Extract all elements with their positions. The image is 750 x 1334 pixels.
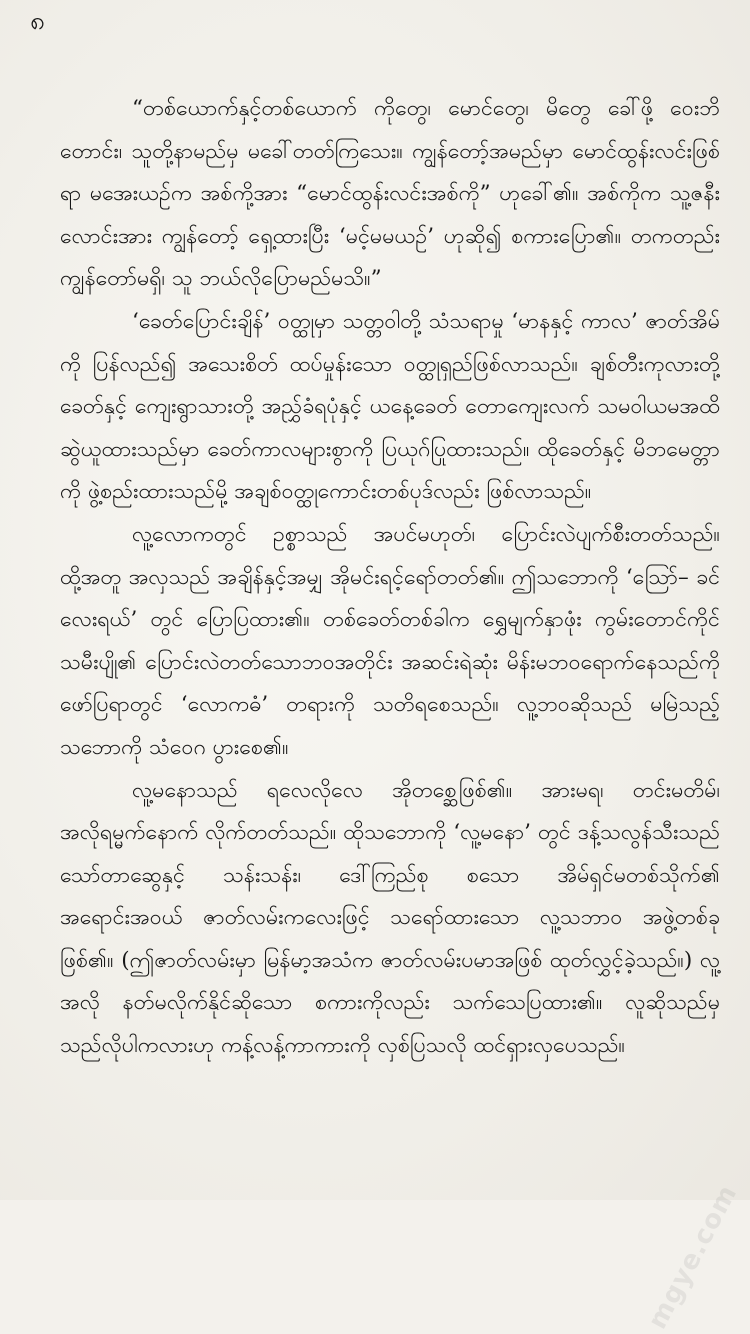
page-number: ၈ [30,6,45,36]
watermark: mgye.com [643,1179,744,1334]
body-text [60,88,720,1068]
paragraph-3: လူ့လောကတွင် ဥစ္စာသည် အပင်မဟုတ်၊ ပြောင်းလဲပျက်စီးတတ်သည်။ ထို့အတူ အလှသည် အချိန်နှင့်အမျှ အိုမင်းရင့်ရော်တတ်၏။ ဤသဘောကို ‘သြော်– ခင်လေးရယ်’ တွင် ပြောပြထား၏။ တစ်ခေတ်တစ်ခါက ရွှေမျက်နှာဖုံး ကွမ်းတောင်ကိုင် သမီးပျို၏ ပြောင်းလဲတတ်သောဘဝအတိုင်း အဆင်းရဲဆုံး မိန်းမဘဝရောက်နေသည်ကို ဖော်ပြရာတွင် ‘လောကဓံ’ တရားကို သတိရစေသည်။ လူ့ဘဝဆိုသည် မမြဲသည့်သဘောကို သံဝေဂ ပွားစေ၏။ [60,521,720,760]
paragraph-2: ‘ခေတ်ပြောင်းချိန်’ ဝတ္ထုမှာ သတ္တဝါတို့ သံသရာမှု ‘မာနနှင့် ကာလ’ ဇာတ်အိမ်ကို ပြန်လည်၍ အသေးစိတ် ထပ်မှုန်းသော ဝတ္ထုရှည်ဖြစ်လာသည်။ ချစ်တီးကုလားတို့ခေတ်နှင့် ကျေးရွာသားတို့ အညွှ်ခံရပုံနှင့် ယနေ့ခေတ် တောကျေးလက် သမဝါယမအထိ ဆွဲယူထားသည်မှာ ခေတ်ကာလများစွာကို ပြယုဂ်ပြုထားသည်။ ထိုခေတ်နှင့် မိဘမေတ္တာကို ဖွဲ့စည်းထားသည်မို့ အချစ်ဝတ္ထုကောင်းတစ်ပုဒ်လည်း ဖြစ်လာသည်။ [60,308,720,505]
paragraph-1: “တစ်ယောက်နှင့်တစ်ယောက် ကိုတွေ၊ မောင်တွေ၊ မိတွေ ခေါ်ဖို့ ဝေးဘိတောင်း၊ သူတို့နာမည်မှ မခေါ်တတ်ကြသေး။ ကျွန်တော့်အမည်မှာ မောင်ထွန်းလင်းဖြစ်ရာ မအေးယဉ်က အစ်ကို့အား “မောင်ထွန်းလင်းအစ်ကို” ဟုခေါ်၏။ အစ်ကိုက သူ့ဇနီးလောင်းအား ကျွန်တော့် ရှေ့ထားပြီး ‘မင့်မမယဉ်’ ဟုဆို၍ စကားပြော၏။ တကတည်း ကျွန်တော်မရှိ၊ သူ ဘယ်လိုပြောမည်မသိ။” [60,96,720,292]
paragraph-4: လူ့မနောသည် ရလေလိုလေ အိုတစ္ဆေဖြစ်၏။ အားမရ၊ တင်းမတိမ်၊ အလိုရမ္မက်နောက် လိုက်တတ်သည်။ ထိုသဘောကို ‘လူ့မနော’ တွင် ဒန့်သလွန်သီးသည် သော်တာဆွေနှင့် သန်းသန်း၊ ဒေါ်ကြည်စု စသော အိမ်ရှင်မတစ်သိုက်၏ အရောင်းအဝယ် ဇာတ်လမ်းကလေးဖြင့် သရော်ထားသော လူ့သဘာဝ အဖွဲ့တစ်ခု ဖြစ်၏။ (ဤဇာတ်လမ်းမှာ မြန်မာ့အသံက ဇာတ်လမ်းပမာအဖြစ် ထုတ်လွှင့်ခဲ့သည်။) လူ့အလို နတ်မလိုက်နိုင်ဆိုသော စကားကိုလည်း သက်သေပြထား၏။ လူဆိုသည်မှ သည်လိုပါကလားဟု ကန့်လန့်ကာကားကို လှစ်ပြသလို ထင်ရှားလှပေသည်။ [60,777,720,1059]
